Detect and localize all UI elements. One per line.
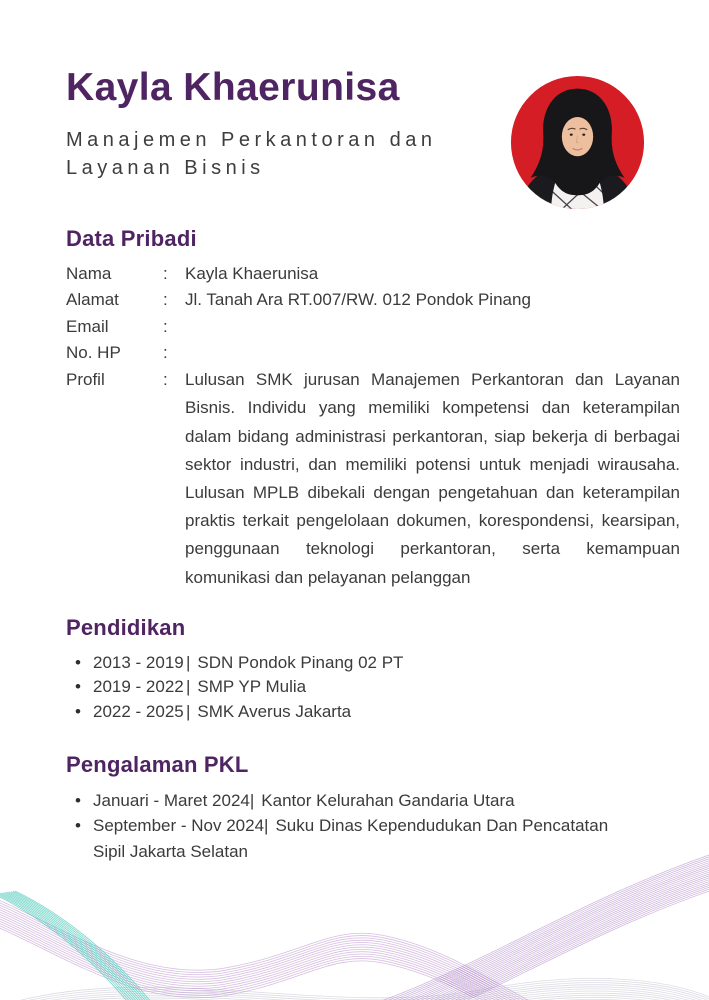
- experience-place: Suku Dinas Kependudukan Dan Pencatatan Sipil Jakarta Selatan: [93, 816, 609, 861]
- field-label: Nama: [66, 263, 112, 283]
- field-value: Jl. Tanah Ara RT.007/RW. 012 Pondok Pinang: [185, 290, 531, 310]
- field-value: Kayla Khaerunisa: [185, 263, 319, 283]
- education-item: [66, 675, 680, 700]
- education-place: SDN Pondok Pinang 02 PT: [197, 652, 404, 672]
- experience-period: Januari - Maret 2024: [93, 790, 250, 810]
- item-separator: |: [186, 652, 191, 672]
- portrait-illustration: [509, 74, 646, 211]
- experience-item: [66, 788, 611, 814]
- profile-photo: [509, 74, 646, 211]
- education-item: [66, 651, 680, 676]
- field-separator: :: [163, 263, 168, 283]
- experience-period: September - Nov 2024: [93, 816, 265, 836]
- field-row-no-hp: [66, 340, 680, 366]
- profile-description: Lulusan SMK jurusan Manajemen Perkantoran dan Layanan Bisnis. Individu yang memiliki kompetensi dan keterampilan dalam bidang administrasi perkantoran, siap bekerja di berbagai sektor industri, dan memiliki potensi untuk menjadi wirausaha. Lulusan MPLB dibekali dengan pengetahuan dan keterampilan praktis terkait pengelolaan dokumen, korespondensi, kearsipan, penggunaan teknologi perkantoran, serta kemampuan komunikasi dan pelayanan pelanggan: [185, 370, 680, 587]
- education-period: 2019 - 2022: [93, 677, 184, 697]
- subtitle-line-2: Layanan Bisnis: [66, 156, 265, 179]
- item-separator: |: [186, 701, 191, 721]
- personal-fields: [66, 261, 680, 592]
- education-period: 2013 - 2019: [93, 652, 184, 672]
- decorative-waves: [0, 850, 709, 1000]
- experience-item: [66, 813, 611, 864]
- field-label: No. HP: [66, 342, 121, 362]
- field-label: Email: [66, 316, 109, 336]
- field-value: [185, 340, 680, 366]
- section-title-data-pribadi: Data Pribadi: [66, 225, 197, 251]
- item-separator: |: [264, 816, 269, 836]
- experience-list: [66, 788, 611, 865]
- item-separator: |: [186, 677, 191, 697]
- page-title: Kayla Khaerunisa: [66, 66, 400, 109]
- field-separator: :: [163, 316, 168, 336]
- education-place: SMP YP Mulia: [197, 677, 307, 697]
- subtitle-line-1: Manajemen Perkantoran dan: [66, 128, 437, 151]
- section-title-pendidikan: Pendidikan: [66, 614, 186, 640]
- field-row-profil: [66, 366, 680, 592]
- section-pengalaman-pkl: [66, 752, 680, 865]
- field-separator: :: [163, 342, 168, 362]
- field-row-alamat: [66, 287, 680, 313]
- experience-place: Kantor Kelurahan Gandaria Utara: [261, 790, 515, 810]
- section-pendidikan: [66, 615, 680, 725]
- field-value: [185, 314, 680, 340]
- education-place: SMK Averus Jakarta: [197, 701, 352, 721]
- field-row-email: [66, 314, 680, 340]
- field-separator: :: [163, 370, 168, 390]
- education-period: 2022 - 2025: [93, 701, 184, 721]
- field-separator: :: [163, 290, 168, 310]
- education-list: [66, 651, 680, 725]
- item-separator: |: [249, 790, 255, 810]
- education-item: [66, 700, 680, 725]
- field-row-nama: [66, 261, 680, 287]
- field-label: Alamat: [66, 290, 119, 310]
- section-title-pengalaman-pkl: Pengalaman PKL: [66, 751, 249, 777]
- field-label: Profil: [66, 370, 105, 390]
- section-data-pribadi: [66, 226, 680, 592]
